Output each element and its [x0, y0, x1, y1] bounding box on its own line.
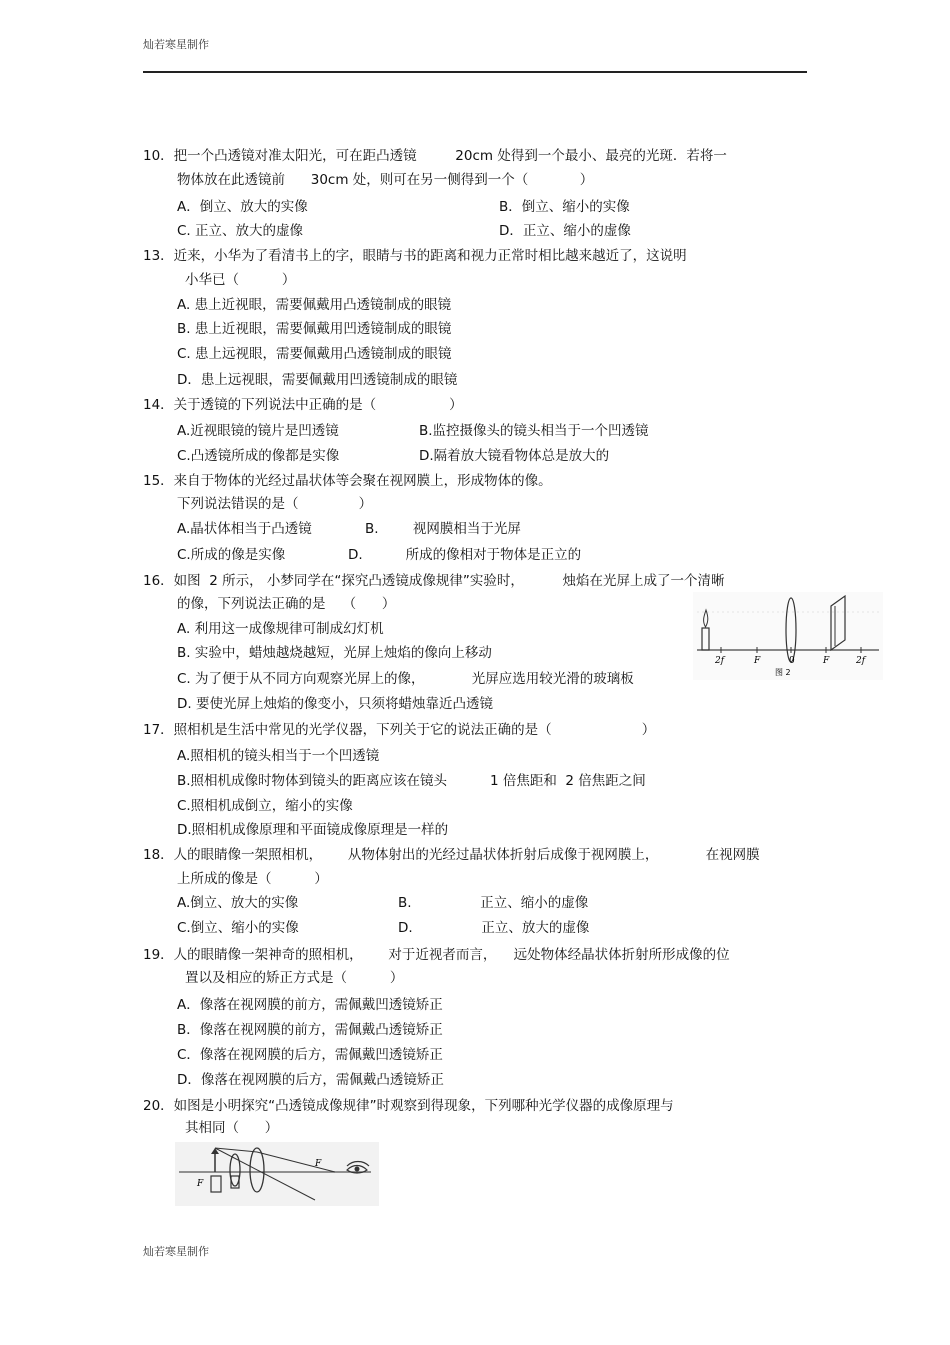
q10-option-d: D．正立、缩小的虚像	[499, 223, 631, 239]
q18-option-c: C.倒立、缩小的实像	[177, 920, 299, 936]
q17-option-c: C.照相机成倒立，缩小的实像	[177, 798, 353, 814]
q14-option-b: B.监控摄像头的镜头相当于一个凹透镜	[419, 423, 649, 439]
q17-option-b: B.照相机成像时物体到镜头的距离应该在镜头 1 倍焦距和 2 倍焦距之间	[177, 773, 646, 789]
q15-stem-line2: 下列说法错误的是（ ）	[177, 496, 373, 512]
q16-stem-line2: 的像，下列说法正确的是 （ ）	[177, 596, 396, 612]
q13-stem-line2: 小华已（ ）	[185, 272, 296, 288]
q16-option-b: B. 实验中，蜡烛越烧越短，光屏上烛焰的像向上移动	[177, 645, 492, 661]
q19-option-b: B．像落在视网膜的前方，需佩戴凸透镜矫正	[177, 1022, 443, 1038]
label-f-left: F	[754, 656, 761, 666]
q16-option-d: D. 要使光屏上烛焰的像变小，只须将蜡烛靠近凸透镜	[177, 696, 493, 712]
q17-stem: 17．照相机是生活中常见的光学仪器，下列关于它的说法正确的是（ ）	[143, 722, 656, 738]
q18-stem-line1: 18．人的眼睛像一架照相机， 从物体射出的光经过晶状体折射后成像于视网膜上， 在视网膜	[143, 847, 760, 863]
q19-option-c: C．像落在视网膜的后方，需佩戴凹透镜矫正	[177, 1047, 443, 1063]
q14-option-a: A.近视眼镜的镜片是凹透镜	[177, 423, 339, 439]
q20-stem-line1: 20．如图是小明探究“凸透镜成像规律”时观察到得现象，下列哪种光学仪器的成像原理与	[143, 1098, 674, 1114]
q15-option-d: D. 所成的像相对于物体是正立的	[348, 547, 582, 563]
q17-option-d: D.照相机成像原理和平面镜成像原理是一样的	[177, 822, 449, 838]
q13-stem-line1: 13．近来，小华为了看清书上的字，眼睛与书的距离和视力正常时相比越来越近了，这说明	[143, 248, 687, 264]
q16-stem-line1: 16．如图 2 所示， 小梦同学在“探究凸透镜成像规律”实验时， 烛焰在光屏上成了一个清晰	[143, 573, 725, 589]
q15-stem-line1: 15．来自于物体的光经过晶状体等会聚在视网膜上，形成物体的像。	[143, 473, 552, 489]
label-0: 0	[789, 656, 795, 666]
q17-option-a: A.照相机的镜头相当于一个凹透镜	[177, 748, 380, 764]
q14-option-d: D.隔着放大镜看物体总是放大的	[419, 448, 610, 464]
label-f-left: F	[197, 1179, 204, 1189]
page-footer: 灿若寒星制作	[143, 1245, 209, 1258]
q16-option-a: A. 利用这一成像规律可制成幻灯机	[177, 621, 384, 637]
q10-option-b: B．倒立、缩小的实像	[499, 199, 630, 215]
q16-option-c: C. 为了便于从不同方向观察光屏上的像， 光屏应选用较光滑的玻璃板	[177, 671, 634, 687]
q14-option-c: C.凸透镜所成的像都是实像	[177, 448, 340, 464]
label-f-right: F	[315, 1159, 322, 1169]
q15-option-b: B. 视网膜相当于光屏	[365, 521, 521, 537]
q19-option-d: D．像落在视网膜的后方，需佩戴凸透镜矫正	[177, 1072, 444, 1088]
page-header: 灿若寒星制作	[143, 38, 209, 51]
q16-figure-2	[693, 592, 883, 680]
label-f-right: F	[823, 656, 830, 666]
q18-option-a: A.倒立、放大的实像	[177, 895, 299, 911]
q19-stem-line2: 置以及相应的矫正方式是（ ）	[185, 970, 404, 986]
q19-stem-line1: 19．人的眼睛像一架神奇的照相机， 对于近视者而言， 远处物体经晶状体折射所形成像的位	[143, 947, 730, 963]
label-2f-left: 2f	[715, 656, 725, 666]
q13-option-a: A. 患上近视眼，需要佩戴用凸透镜制成的眼镜	[177, 297, 452, 313]
q10-stem-line1: 10．把一个凸透镜对准太阳光，可在距凸透镜 20cm 处得到一个最小、最亮的光斑．若将一	[143, 148, 727, 164]
q15-option-c: C.所成的像是实像	[177, 547, 286, 563]
q19-option-a: A．像落在视网膜的前方，需佩戴凹透镜矫正	[177, 997, 443, 1013]
q10-option-a: A．倒立、放大的实像	[177, 199, 308, 215]
q10-stem-line2: 物体放在此透镜前 30cm 处，则可在另一侧得到一个（ ）	[177, 172, 594, 188]
q15-option-a: A.晶状体相当于凸透镜	[177, 521, 312, 537]
q20-figure	[175, 1142, 379, 1206]
q13-option-c: C. 患上远视眼，需要佩戴用凸透镜制成的眼镜	[177, 346, 452, 362]
q13-option-b: B. 患上近视眼，需要佩戴用凹透镜制成的眼镜	[177, 321, 452, 337]
q14-stem: 14．关于透镜的下列说法中正确的是（ ）	[143, 397, 463, 413]
q18-option-b: B. 正立、缩小的虚像	[398, 895, 589, 911]
q13-option-d: D．患上远视眼，需要佩戴用凹透镜制成的眼镜	[177, 372, 458, 388]
label-2f-right: 2f	[856, 656, 866, 666]
q18-stem-line2: 上所成的像是（ ）	[177, 871, 328, 887]
q20-stem-line2: 其相同（ ）	[185, 1120, 279, 1136]
q18-option-d: D. 正立、放大的虚像	[398, 920, 590, 936]
figure-caption: 图 2	[775, 668, 791, 677]
q10-option-c: C. 正立、放大的虚像	[177, 223, 304, 239]
header-rule	[143, 71, 807, 73]
